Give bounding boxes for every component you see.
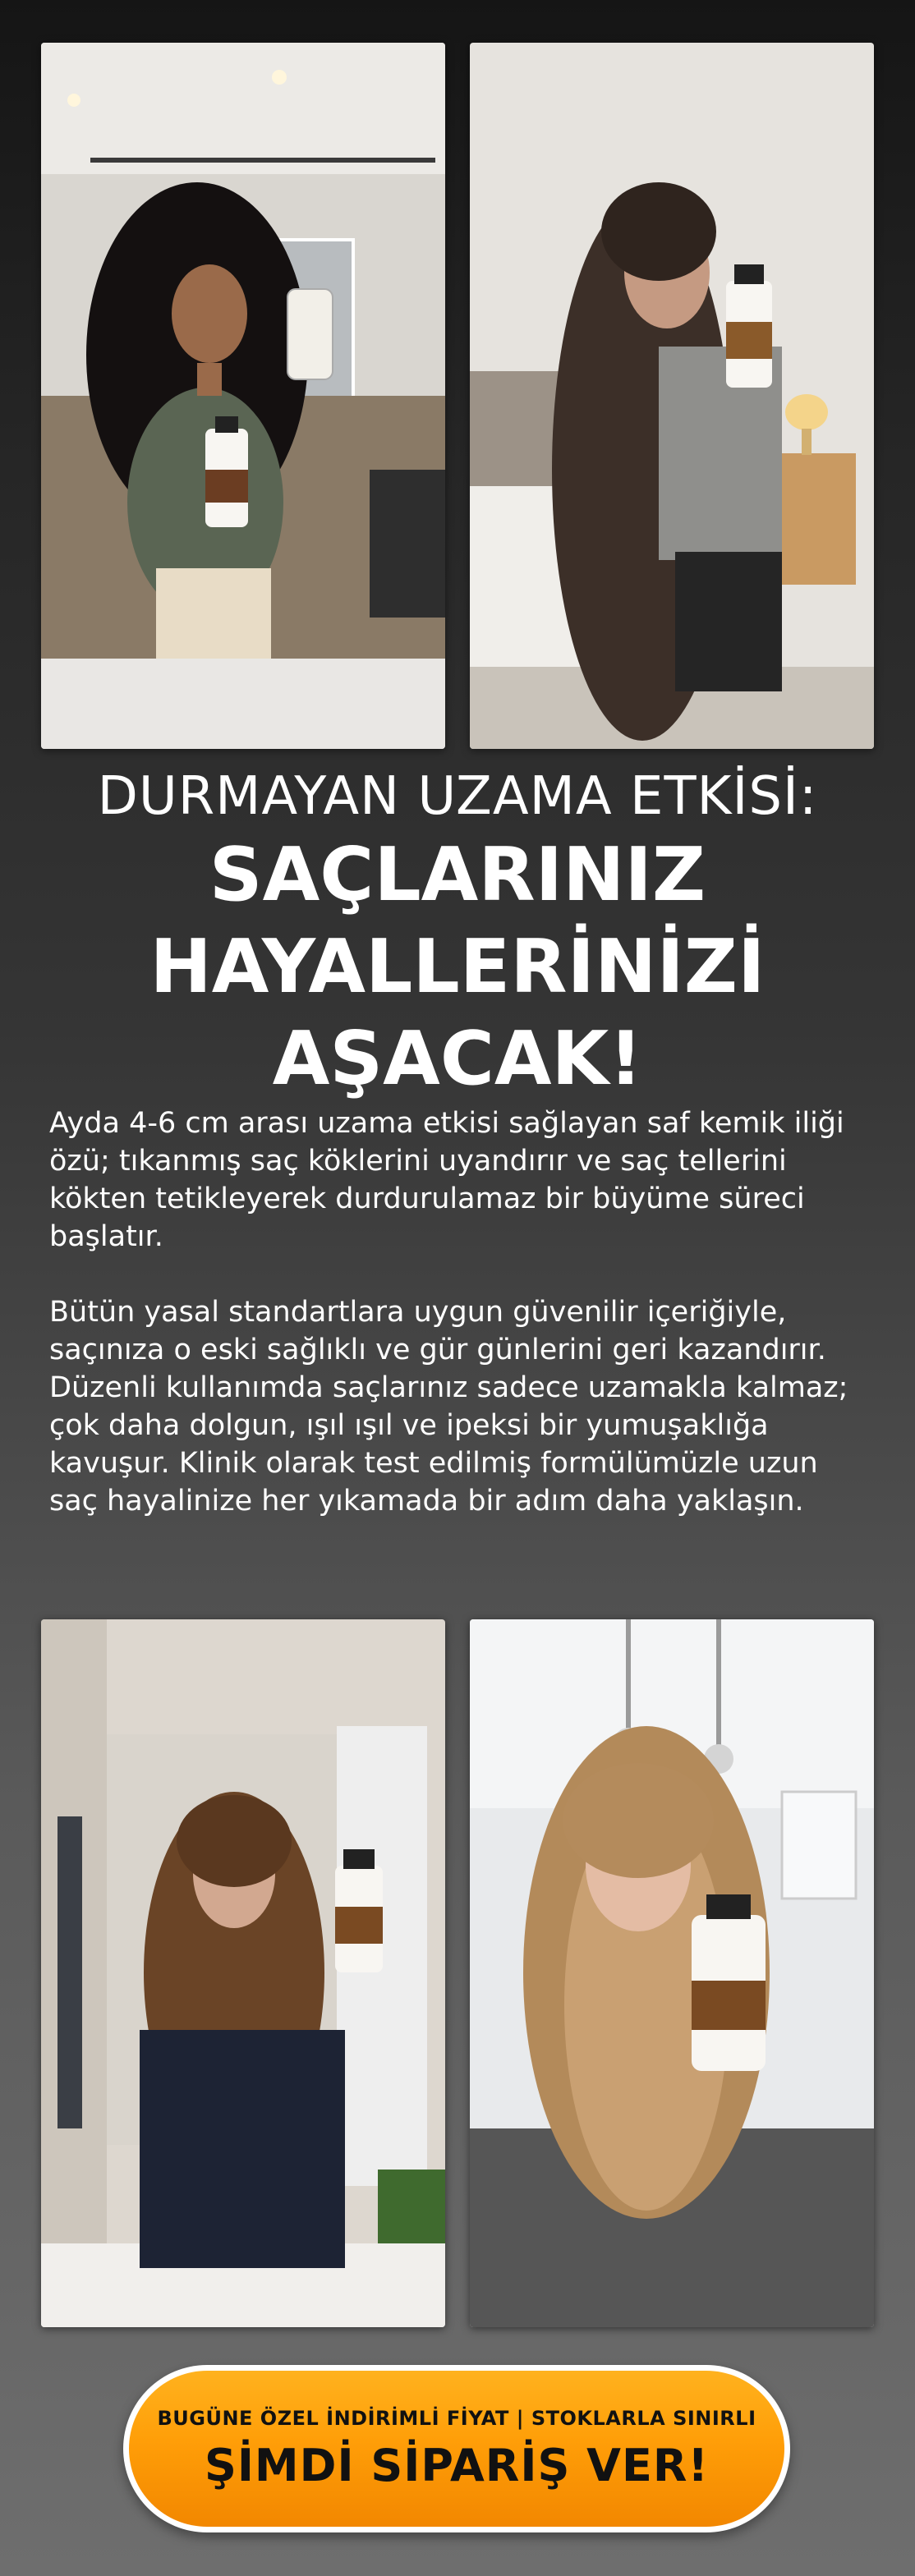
body-paragraph-2: Bütün yasal standartlara uygun güvenilir içeriğiyle, saçınıza o eski sağlıklı ve gür günlerini geri kazandırır. Düzenli kullanımda saçlarınız sadece uzamakla kalmaz; çok daha dolgun, ışıl ışıl ve ipeksi bir yumuşaklığa kavuşur. Klinik olarak test edilmiş formülümüzle uzun saç hayalinize her yıkamada bir adım daha yaklaşın. [49, 1296, 848, 1518]
headline-main [49, 829, 866, 1105]
photo-long-wavy-hair-bathroom [41, 1619, 445, 2327]
photo-curly-hair-salon-mirror-selfie [41, 43, 445, 749]
photo-icon [41, 1619, 445, 2327]
photo-long-blonde-hair-selfie [470, 1619, 874, 2327]
photo-long-dark-hair-bedroom-selfie [470, 43, 874, 749]
cta-label: ŞİMDİ SİPARİŞ VER! [204, 2439, 710, 2491]
cta-subtitle: BUGÜNE ÖZEL İNDİRİMLİ FİYAT | STOKLARLA SINIRLI [157, 2406, 756, 2430]
headline-line-3: AŞACAK! [272, 1016, 643, 1102]
body-paragraph-1: Ayda 4-6 cm arası uzama etkisi sağlayan saf kemik iliği özü; tıkanmış saç köklerini uyandırır ve saç tellerini kökten tetikleyerek durdurulamaz bir büyüme süreci başlatır. [49, 1107, 844, 1253]
headline-line-1: SAÇLARINIZ [209, 832, 706, 918]
headline-top: DURMAYAN UZAMA ETKİSİ: [97, 766, 818, 827]
headline-line-2: HAYALLERİNİZİ [149, 924, 766, 1010]
order-now-button[interactable] [123, 2365, 790, 2532]
photo-icon [470, 43, 874, 749]
photo-icon [41, 43, 445, 749]
order-now-button-face[interactable] [129, 2371, 784, 2527]
photo-icon [470, 1619, 874, 2327]
